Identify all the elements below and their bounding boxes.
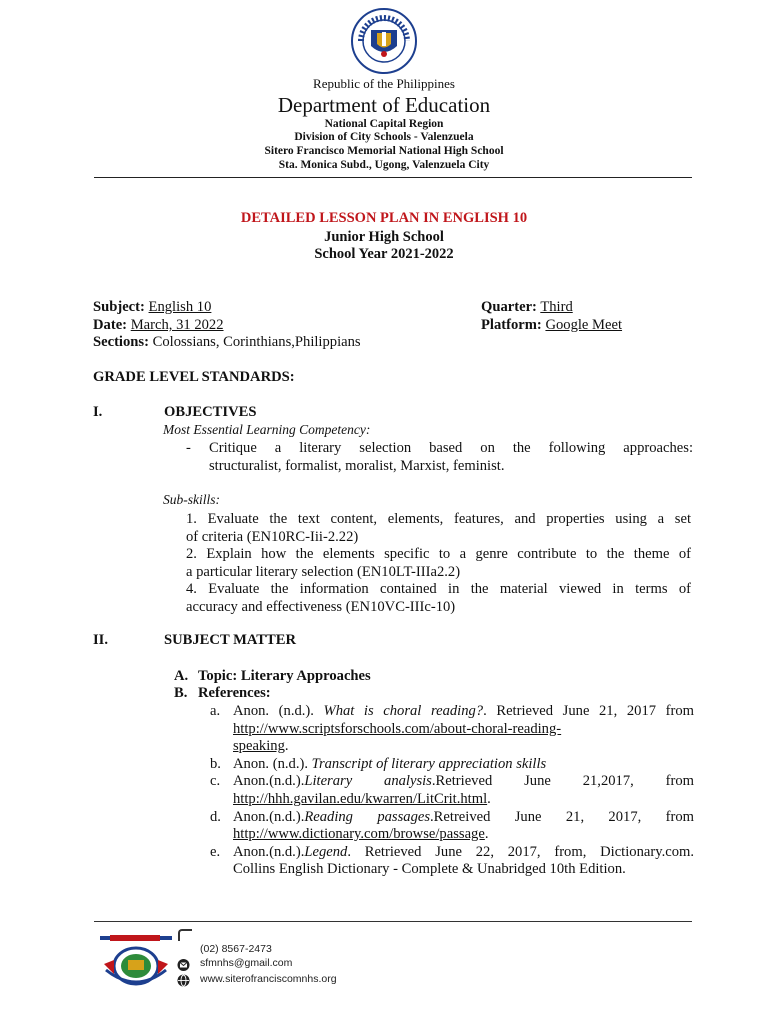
ref-d-retrieved: .Retreived June 21, 2017, from (430, 809, 694, 825)
ref-e-author: Anon.(n.d.). (233, 844, 305, 860)
subskill-2-line-2: a particular literary selection (EN10LT-IIIa2.2) (186, 564, 461, 580)
department-title: Department of Education (277, 93, 491, 117)
grade-level-standards-heading: GRADE LEVEL STANDARDS: (93, 369, 295, 385)
platform-label: Platform: (481, 317, 542, 333)
ref-b-title: Transcript of literary appreciation skills (311, 756, 547, 772)
topic-text: Topic: Literary Approaches (198, 668, 371, 684)
sections-label: Sections: (93, 334, 149, 350)
platform-value: Google Meet (545, 317, 623, 333)
quarter-label: Quarter: (481, 299, 537, 315)
ref-e-line-1 (233, 843, 694, 861)
subskill-4-line-1: 4. Evaluate the information contained in the material viewed in terms of (186, 581, 691, 597)
school-line: Sitero Francisco Memorial National High School (264, 145, 504, 157)
email-text: sfmnhs@gmail.com (200, 957, 293, 969)
quarter-value: Third (540, 299, 573, 315)
ref-a-link-cont[interactable]: speaking (233, 738, 285, 754)
sections-field (93, 333, 361, 351)
republic-line: Republic of the Philippines (313, 76, 455, 91)
ref-a-end: . (284, 738, 289, 754)
school-logo (100, 930, 172, 992)
ref-d-line-2 (233, 825, 488, 843)
ref-e-marker: e. (210, 844, 221, 860)
sections-value: Colossians, Corinthians,Philippians (152, 334, 361, 350)
ref-c-line-2 (233, 790, 491, 808)
ref-c-retrieved: .Retrieved June 21,2017, from (431, 773, 694, 789)
ref-d-end: . (484, 826, 489, 842)
deped-seal-graphic (351, 8, 417, 74)
phone-text: (02) 8567-2473 (200, 943, 272, 955)
subject-value: English 10 (148, 299, 212, 315)
platform-field (481, 316, 622, 334)
ref-a-author: Anon. (n.d.). (233, 703, 324, 719)
lesson-plan-title: DETAILED LESSON PLAN IN ENGLISH 10 (240, 210, 528, 226)
ref-c-end: . (487, 791, 491, 807)
references-marker: B. (174, 685, 188, 701)
ref-e-retrieved: . Retrieved June 22, 2017, from, Dictionary.com. (347, 844, 694, 860)
melc-line-1: Critique a literary selection based on the following approaches: (209, 440, 693, 456)
ref-a-line-2 (233, 720, 561, 738)
ref-b-author: Anon. (n.d.). (233, 756, 312, 772)
region-line: National Capital Region (324, 118, 444, 130)
division-line: Division of City Schools - Valenzuela (294, 131, 474, 143)
level-line: Junior High School (324, 229, 444, 245)
subskill-1-line-1: 1. Evaluate the text content, elements, features, and properties using a set (186, 511, 691, 527)
ref-d-marker: d. (210, 809, 221, 825)
header-divider (94, 177, 692, 178)
ref-c-title: Literary analysis (304, 773, 432, 789)
subject-label: Subject: (93, 299, 145, 315)
melc-label: Most Essential Learning Competency: (163, 422, 371, 437)
subject-field (93, 298, 211, 316)
ref-c-marker: c. (210, 773, 221, 789)
address-line: Sta. Monica Subd., Ugong, Valenzuela City (278, 159, 490, 171)
ref-c-author: Anon.(n.d.). (233, 773, 305, 789)
date-label: Date: (93, 317, 128, 333)
ref-e-title: Legend (304, 844, 348, 860)
topic-marker: A. (174, 668, 189, 684)
subskill-2-line-1: 2. Explain how the elements specific to a genre contribute to the theme of (186, 546, 691, 562)
contact-graphic (178, 929, 192, 941)
subject-matter-number: II. (93, 632, 109, 648)
ref-d-title: Reading passages (304, 809, 431, 825)
ref-d-line-1 (233, 808, 694, 826)
ref-a-retrieved: . Retrieved June 21, 2017 from (483, 703, 694, 719)
ref-c-line-1 (233, 772, 694, 790)
ref-b-marker: b. (210, 756, 221, 772)
website-text: www.siterofranciscomnhs.org (200, 973, 337, 985)
ref-d-author: Anon.(n.d.). (233, 809, 305, 825)
globe-icon (177, 974, 190, 992)
date-value: March, 31 2022 (130, 317, 224, 333)
ref-a-link[interactable]: http://www.scriptsforschools.com/about-choral-reading- (233, 721, 562, 737)
school-logo-graphic (100, 930, 172, 992)
ref-b-line (233, 755, 546, 773)
footer-divider (94, 921, 692, 922)
subskills-label: Sub-skills: (163, 492, 220, 507)
ref-c-link[interactable]: http://hhh.gavilan.edu/kwarren/LitCrit.html (233, 791, 488, 807)
ref-e-line-2: Collins English Dictionary - Complete & Unabridged 10th Edition. (233, 861, 626, 877)
subject-matter-heading: SUBJECT MATTER (164, 632, 297, 648)
melc-line-2: structuralist, formalist, moralist, Marxist, feminist. (209, 458, 505, 474)
references-label: References: (198, 685, 271, 701)
school-year-line: School Year 2021-2022 (314, 246, 454, 262)
melc-dash: - (186, 440, 191, 456)
ref-a-line-1 (233, 702, 694, 720)
ref-a-marker: a. (210, 703, 221, 719)
objectives-heading: OBJECTIVES (164, 404, 257, 420)
date-field (93, 316, 224, 334)
subskill-4-line-2: accuracy and effectiveness (EN10VC-IIIc-10) (186, 599, 456, 615)
quarter-field (481, 298, 583, 316)
deped-seal (351, 8, 417, 74)
objectives-number: I. (93, 404, 103, 420)
ref-d-link[interactable]: http://www.dictionary.com/browse/passage (233, 826, 485, 842)
subskill-1-line-2: of criteria (EN10RC-Iii-2.22) (186, 529, 359, 545)
ref-a-line-3 (233, 737, 289, 755)
ref-a-title: What is choral reading? (323, 703, 484, 719)
